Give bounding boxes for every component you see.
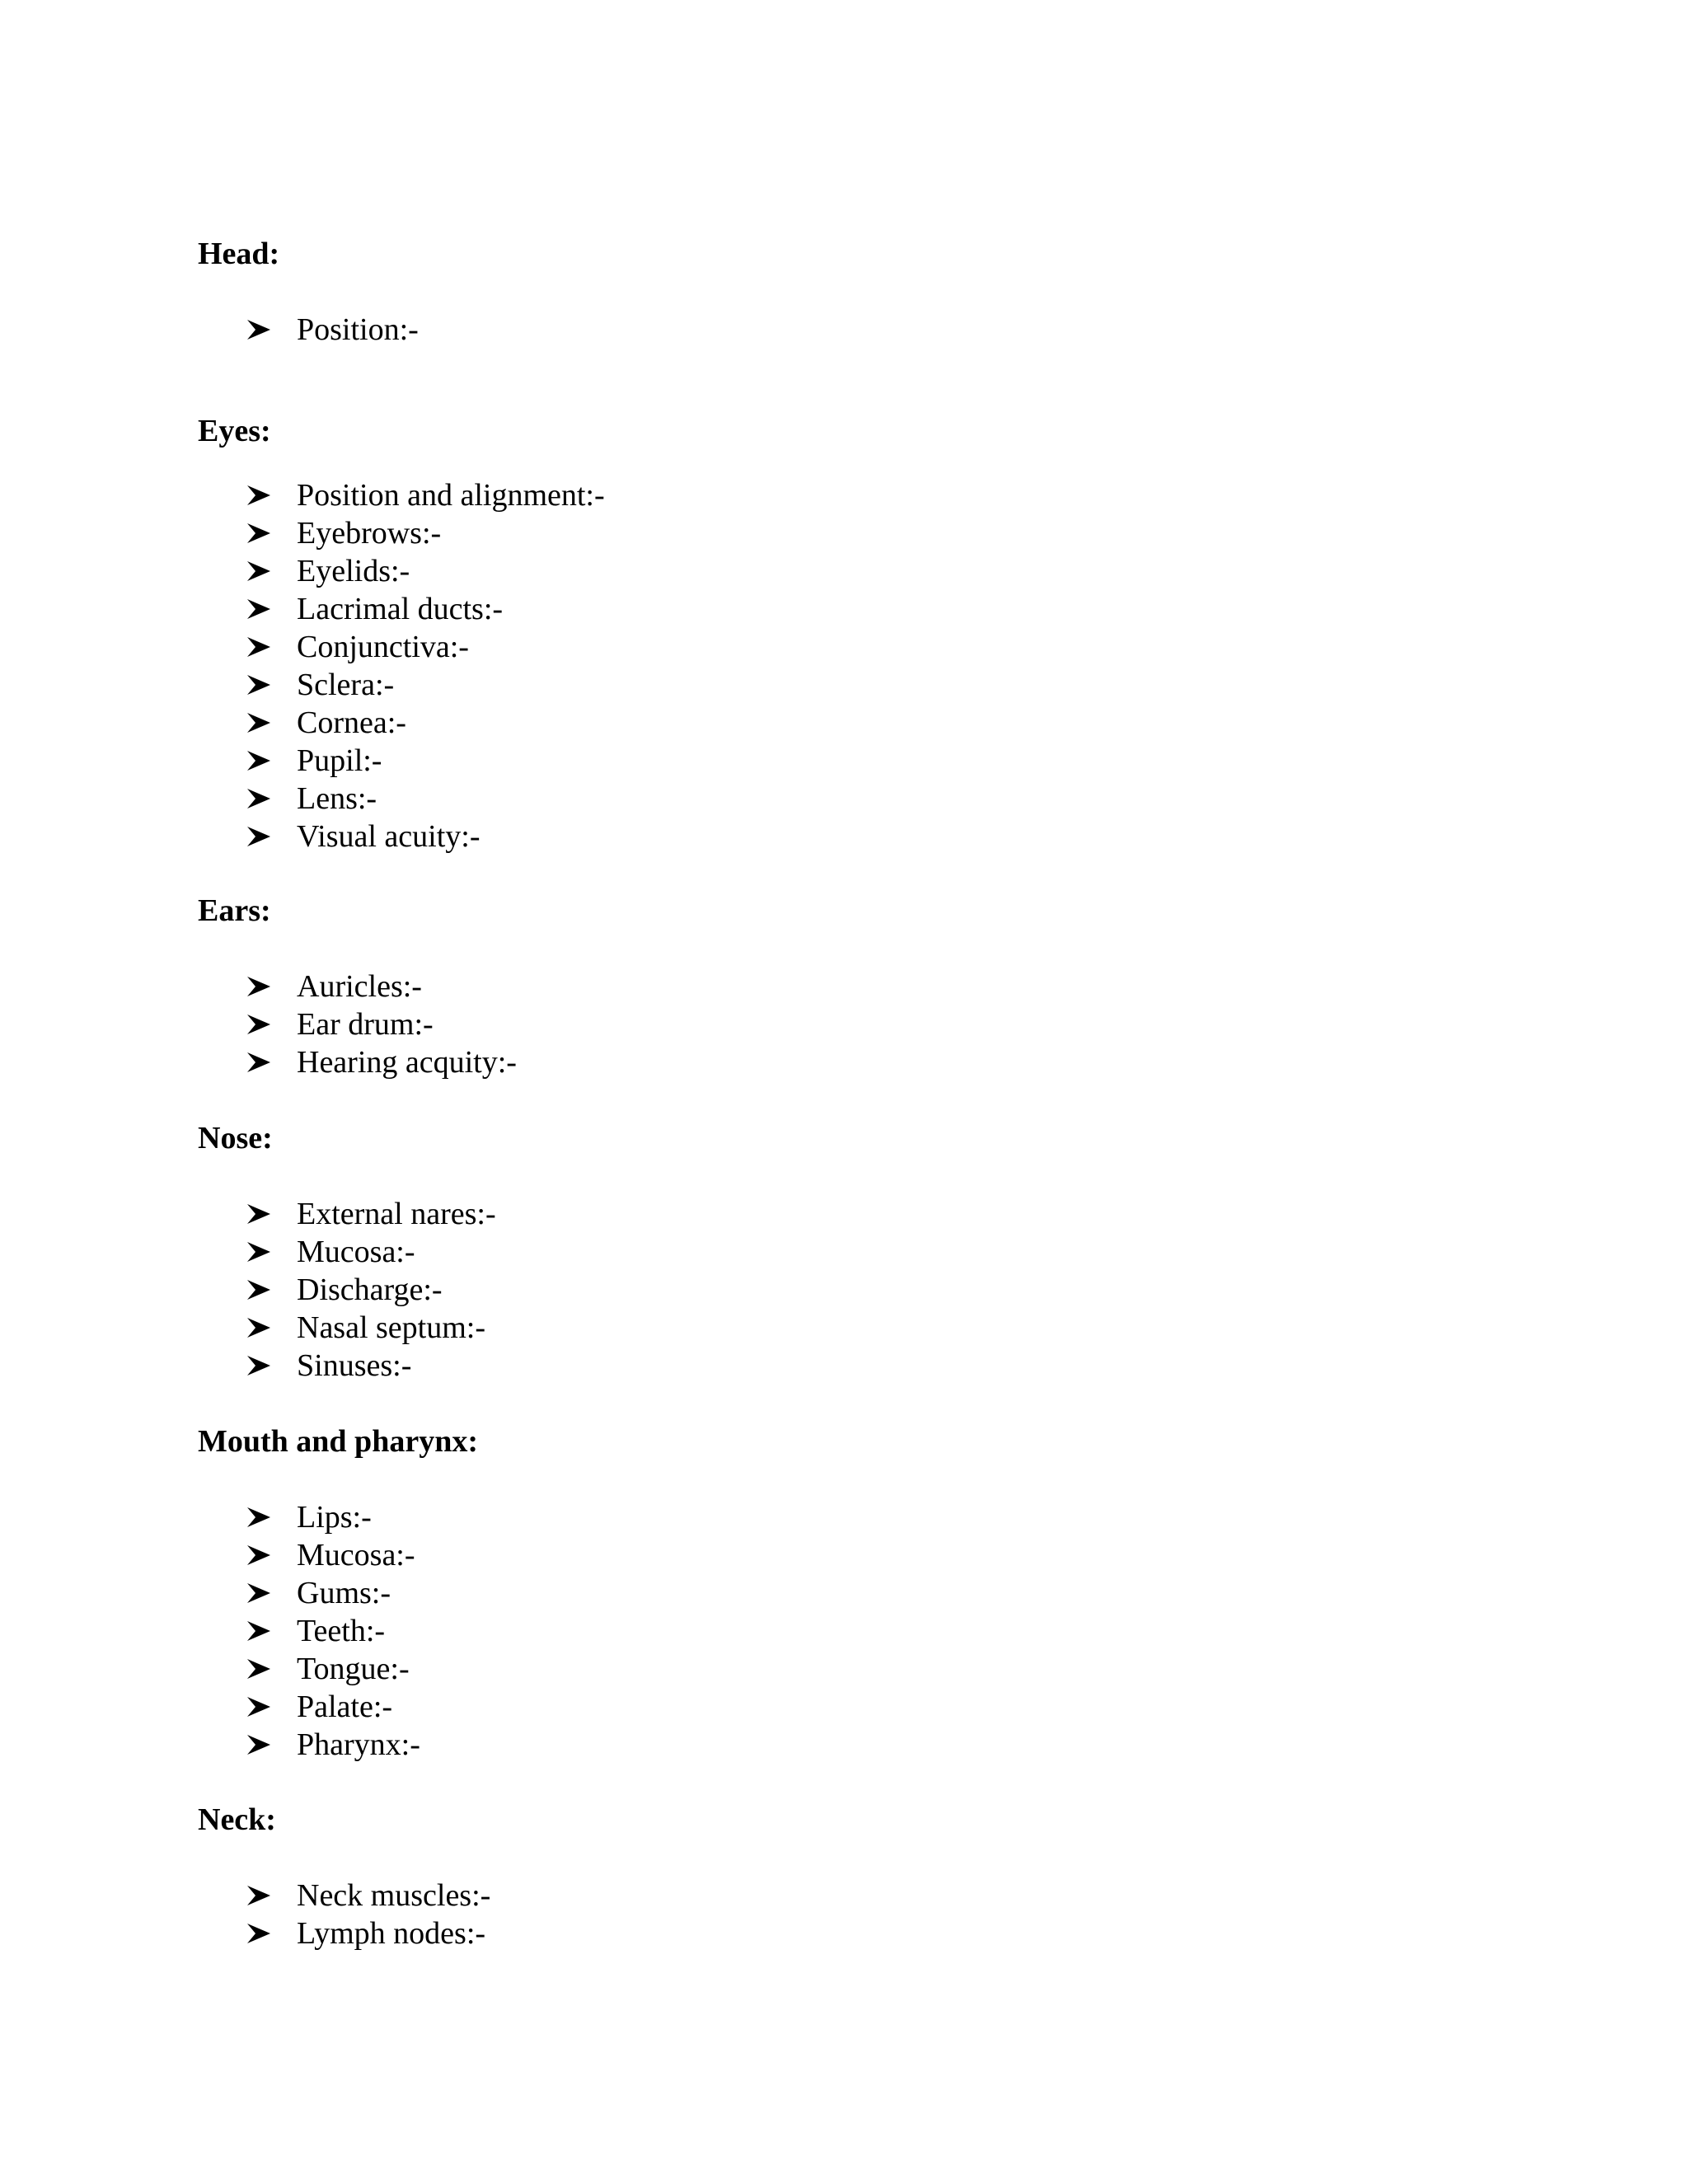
section-heading: Head:	[198, 237, 280, 271]
arrowhead-bullet-icon	[247, 1347, 272, 1385]
arrowhead-bullet-icon	[247, 1536, 272, 1574]
section-head	[198, 235, 419, 349]
list-item	[198, 514, 442, 552]
arrowhead-bullet-icon	[247, 1877, 272, 1915]
list-item	[198, 1612, 478, 1650]
section-nose	[198, 1119, 496, 1385]
list-item	[198, 1005, 434, 1043]
list-item	[198, 552, 410, 590]
item-label: Hearing acquity:-	[297, 1045, 517, 1080]
item-list	[198, 1877, 491, 1952]
arrowhead-bullet-icon	[247, 1915, 272, 1952]
arrowhead-bullet-icon	[247, 1612, 272, 1650]
arrowhead-bullet-icon	[247, 780, 272, 818]
item-label: Sclera:-	[297, 668, 395, 702]
item-label: External nares:-	[297, 1197, 496, 1231]
section-neck	[198, 1801, 491, 1952]
list-item	[198, 476, 605, 514]
list-item	[198, 780, 377, 818]
arrowhead-bullet-icon	[247, 1005, 272, 1043]
arrowhead-bullet-icon	[247, 1195, 272, 1233]
list-item	[198, 742, 382, 780]
item-list	[198, 311, 419, 349]
item-label: Mucosa:-	[297, 1235, 415, 1269]
arrowhead-bullet-icon	[247, 818, 272, 855]
arrowhead-bullet-icon	[247, 552, 272, 590]
item-label: Pupil:-	[297, 743, 382, 778]
list-item	[198, 1650, 478, 1688]
section-heading: Neck:	[198, 1802, 276, 1837]
list-item	[198, 1195, 496, 1233]
list-item	[198, 1536, 478, 1574]
arrowhead-bullet-icon	[247, 476, 272, 514]
list-item	[198, 818, 481, 855]
list-item	[198, 1688, 478, 1726]
item-label: Visual acuity:-	[297, 819, 481, 854]
item-label: Lens:-	[297, 781, 377, 816]
arrowhead-bullet-icon	[247, 1574, 272, 1612]
arrowhead-bullet-icon	[247, 1726, 272, 1764]
arrowhead-bullet-icon	[247, 1650, 272, 1688]
item-list	[198, 968, 517, 1081]
arrowhead-bullet-icon	[247, 1271, 272, 1309]
item-label: Ear drum:-	[297, 1007, 434, 1042]
item-label: Lacrimal ducts:-	[297, 592, 504, 626]
list-item	[198, 1877, 491, 1915]
section-eyes	[198, 412, 605, 855]
list-item	[198, 1915, 486, 1952]
item-list	[198, 1498, 478, 1764]
item-label: Gums:-	[297, 1576, 391, 1610]
list-item	[198, 704, 406, 742]
item-label: Pharynx:-	[297, 1727, 420, 1762]
section-heading: Ears:	[198, 893, 271, 928]
list-item	[198, 1271, 443, 1309]
list-item	[198, 628, 469, 666]
item-list	[198, 1195, 496, 1385]
list-item	[198, 1309, 486, 1347]
list-item	[198, 1347, 412, 1385]
item-label: Nasal septum:-	[297, 1310, 486, 1345]
arrowhead-bullet-icon	[247, 1498, 272, 1536]
item-label: Palate:-	[297, 1690, 393, 1724]
arrowhead-bullet-icon	[247, 590, 272, 628]
item-list	[198, 476, 605, 855]
arrowhead-bullet-icon	[247, 311, 272, 349]
item-label: Auricles:-	[297, 969, 422, 1004]
item-label: Lymph nodes:-	[297, 1916, 486, 1951]
arrowhead-bullet-icon	[247, 742, 272, 780]
arrowhead-bullet-icon	[247, 1309, 272, 1347]
section-heading: Eyes:	[198, 414, 271, 448]
item-label: Cornea:-	[297, 705, 406, 740]
item-label: Lips:-	[297, 1500, 372, 1535]
item-label: Eyebrows:-	[297, 516, 442, 551]
list-item	[198, 1574, 478, 1612]
list-item	[198, 666, 395, 704]
arrowhead-bullet-icon	[247, 968, 272, 1005]
item-label: Discharge:-	[297, 1272, 443, 1307]
arrowhead-bullet-icon	[247, 1043, 272, 1081]
list-item	[198, 1043, 517, 1081]
arrowhead-bullet-icon	[247, 628, 272, 666]
item-label: Position:-	[297, 312, 419, 347]
arrowhead-bullet-icon	[247, 514, 272, 552]
list-item	[198, 590, 504, 628]
arrowhead-bullet-icon	[247, 666, 272, 704]
section-mouth-and-pharynx	[198, 1422, 478, 1764]
item-label: Mucosa:-	[297, 1538, 415, 1572]
item-label: Position and alignment:-	[297, 478, 605, 513]
item-label: Tongue:-	[297, 1652, 410, 1686]
arrowhead-bullet-icon	[247, 704, 272, 742]
item-label: Eyelids:-	[297, 554, 410, 588]
item-label: Sinuses:-	[297, 1348, 412, 1383]
arrowhead-bullet-icon	[247, 1688, 272, 1726]
list-item	[198, 1498, 478, 1536]
section-ears	[198, 892, 517, 1081]
section-heading: Mouth and pharynx:	[198, 1424, 478, 1459]
item-label: Teeth:-	[297, 1614, 386, 1648]
item-label: Conjunctiva:-	[297, 630, 469, 664]
item-label: Neck muscles:-	[297, 1878, 491, 1913]
list-item	[198, 311, 419, 349]
list-item	[198, 968, 422, 1005]
arrowhead-bullet-icon	[247, 1233, 272, 1271]
list-item	[198, 1726, 478, 1764]
section-heading: Nose:	[198, 1121, 273, 1155]
list-item	[198, 1233, 415, 1271]
